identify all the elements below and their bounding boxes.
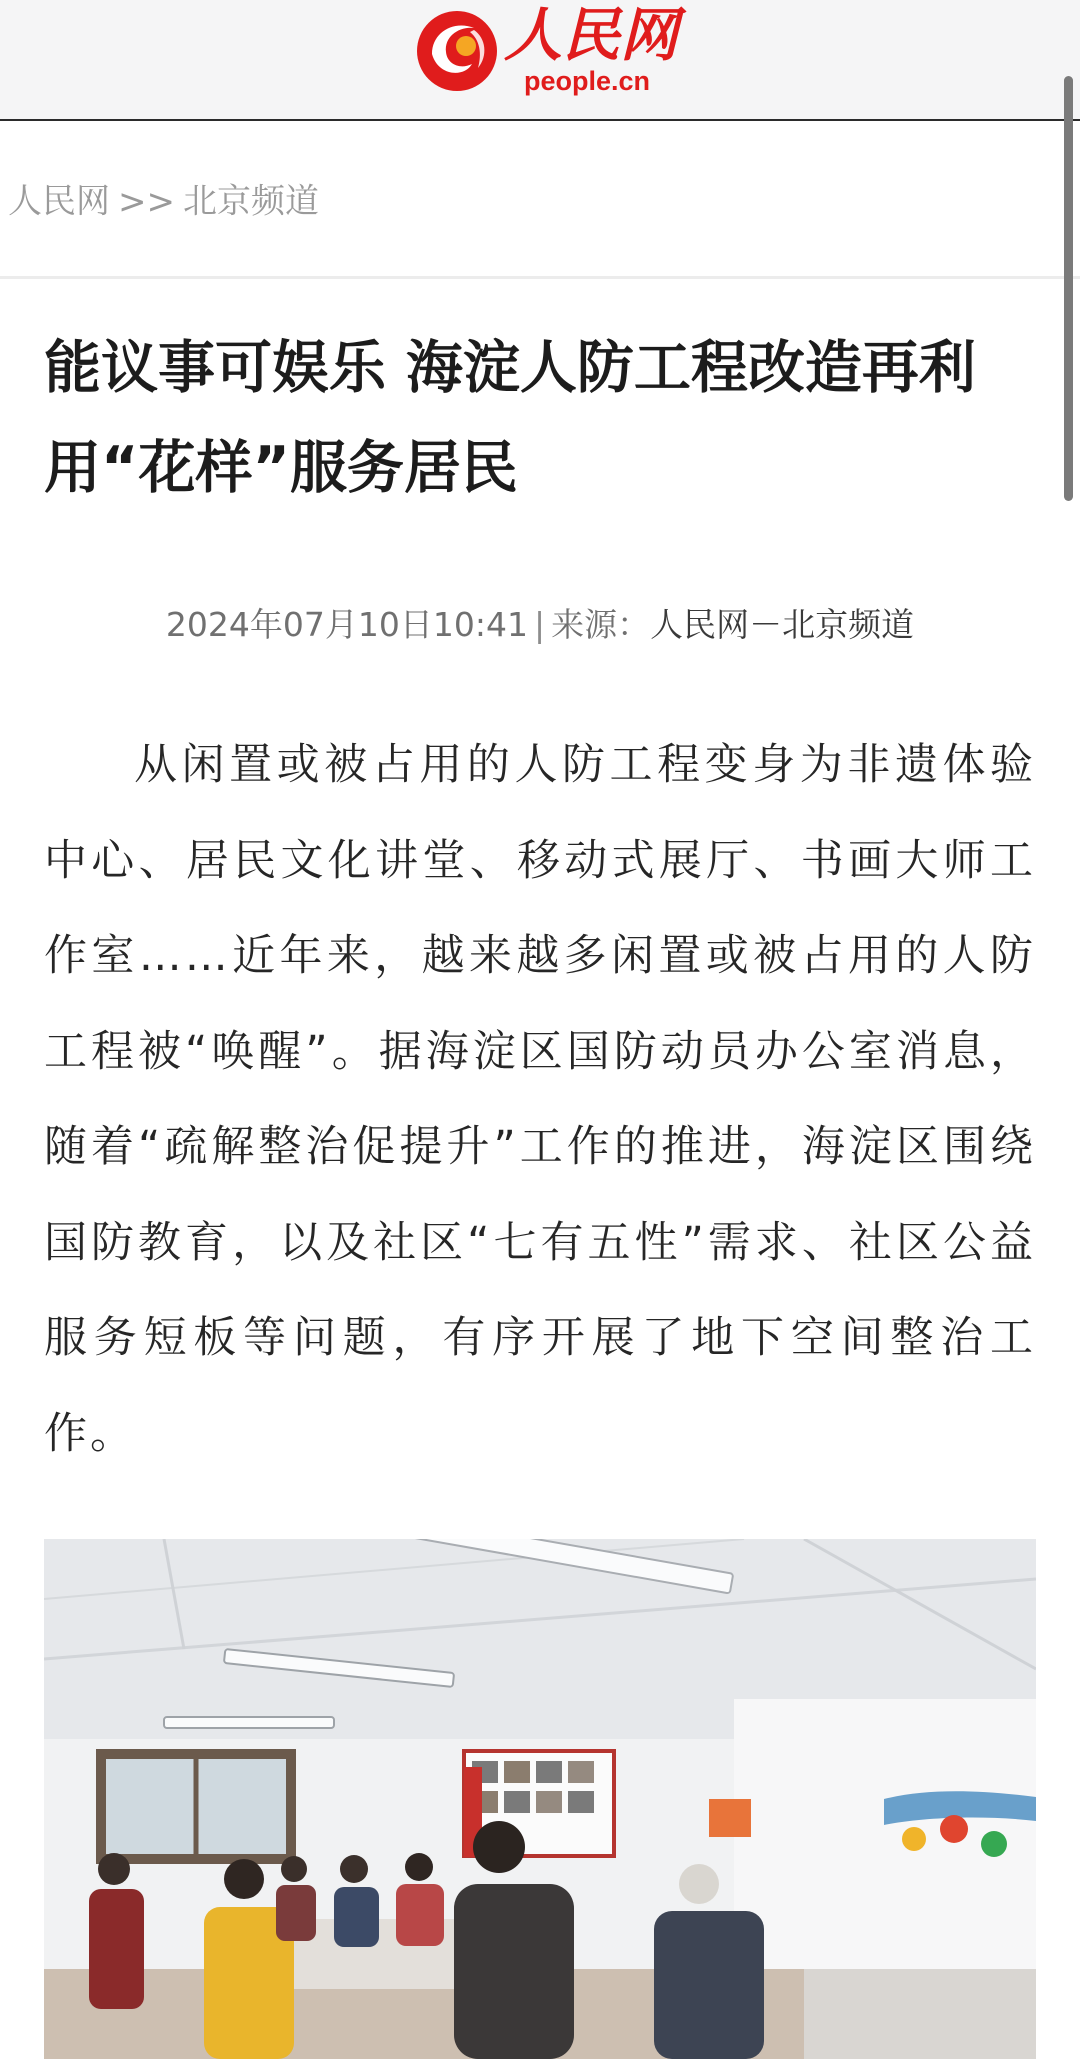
breadcrumb-item-beijing[interactable]: 北京频道: [182, 181, 319, 222]
article-title: 能议事可娱乐 海淀人防工程改造再利用“花样”服务居民: [44, 335, 976, 501]
source-label: 来源：: [551, 605, 651, 644]
breadcrumb-row: [8, 177, 319, 225]
site-header: [0, 0, 1080, 121]
article-meta: [0, 598, 1080, 652]
meta-divider: |: [533, 605, 546, 644]
article-paragraph: 从闲置或被占用的人防工程变身为非遗体验中心、居民文化讲堂、移动式展厅、书画大师工作室……近年来，越来越多闲置或被占用的人防工程被“唤醒”。据海淀区国防动员办公室消息，随着“疏解整治促提升”工作的推进，海淀区围绕国防教育，以及社区“七有五性”需求、社区公益服务短板等问题，有序开展了地下空间整治工作。: [44, 740, 1036, 1459]
scrollbar-thumb[interactable]: [1064, 76, 1073, 501]
source-value: 人民网－北京频道: [650, 605, 915, 644]
breadcrumb-item-people[interactable]: 人民网: [8, 181, 110, 222]
breadcrumb: [0, 121, 1080, 279]
photo-scene: [44, 1539, 1036, 2059]
article-photo[interactable]: [44, 1539, 1036, 2059]
article-datetime: 2024年07月10日10:41: [165, 605, 528, 644]
people-logo-swirl-icon: [414, 8, 500, 94]
site-logo[interactable]: [414, 1, 679, 97]
breadcrumb-separator: >>: [118, 181, 175, 222]
logo-domain-text: people.cn: [524, 66, 651, 96]
logo-chinese-text: 人民网: [504, 1, 679, 69]
